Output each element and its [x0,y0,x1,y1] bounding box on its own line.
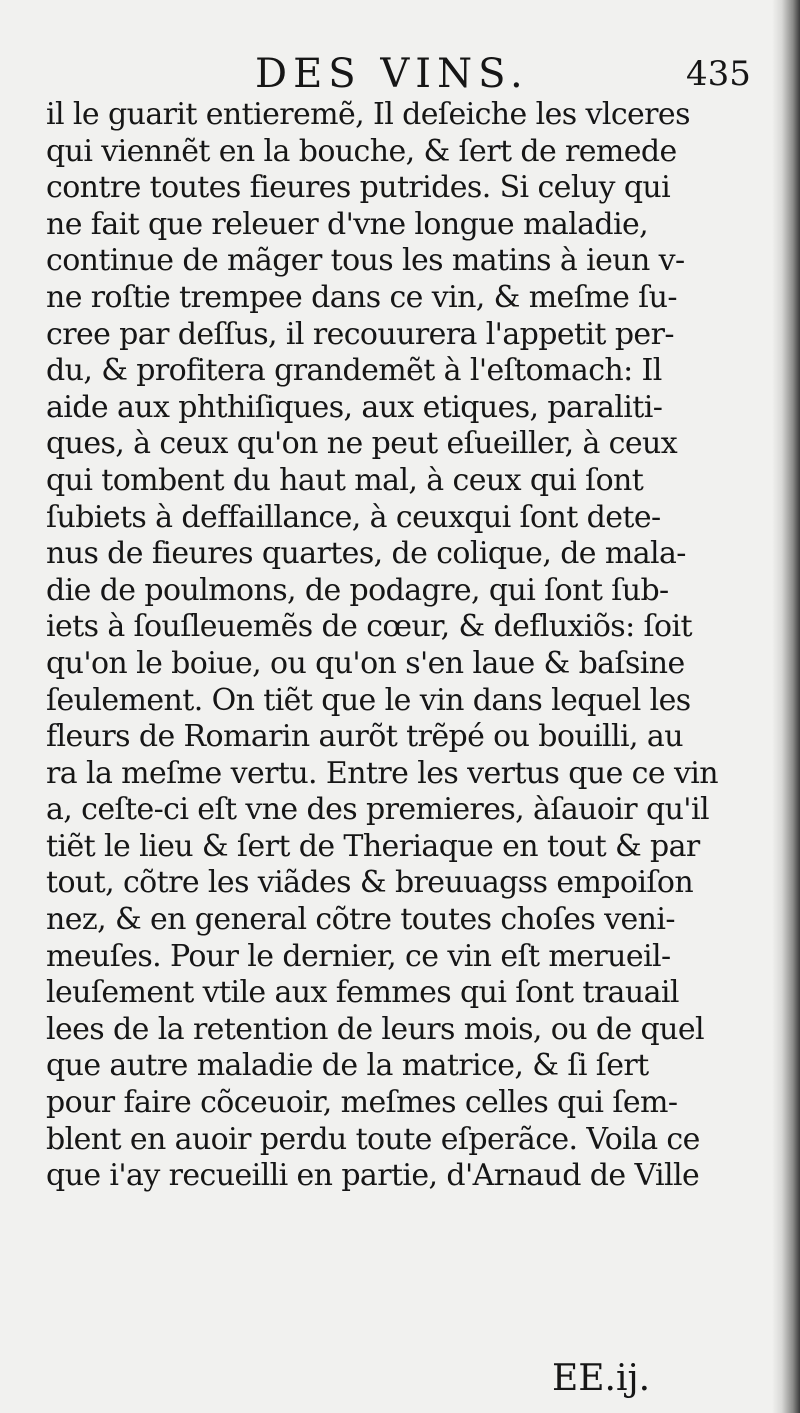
page-header [0,42,800,102]
text-line: nez, & en general cõtre toutes choſes veni- [46,902,675,938]
text-line: qu'on le boiue, ou qu'on s'en laue & baſsine [46,645,685,681]
body-text [46,97,776,1195]
text-line: contre toutes fieures putrides. Si celuy qui [46,170,671,206]
text-line: ne fait que releuer d'vne longue maladie, [46,206,649,242]
text-line: que i'ay recueilli en partie, d'Arnaud de Ville [46,1158,700,1194]
text-line: a, ceſte-ci eſt vne des premieres, àſauoir qu'il [46,792,709,828]
text-line: tiẽt le lieu & ſert de Theriaque en tout & par [46,828,700,864]
text-line: fleurs de Romarin aurõt trẽpé ou bouilli, au [46,719,683,755]
text-line: lees de la retention de leurs mois, ou de quel [46,1011,705,1047]
binding-edge [772,0,800,1413]
text-line: aide aux phthiſiques, aux etiques, paraliti- [46,389,663,425]
text-line: cree par deſſus, il recouurera l'appetit per- [46,316,674,352]
text-line: ne roſtie trempee dans ce vin, & meſme ſu- [46,279,677,315]
text-line: que autre maladie de la matrice, & ſi ſert [46,1048,649,1084]
running-title: DES VINS. [255,51,529,97]
text-line: tout, cõtre les viãdes & breuuagss empoiſon [46,865,694,901]
text-line: ſubiets à deffaillance, à ceuxqui ſont dete- [46,499,661,535]
text-line: blent en auoir perdu toute eſperãce. Voila ce [46,1121,700,1157]
text-line: qui tombent du haut mal, à ceux qui ſont [46,462,644,498]
text-line: ra la meſme vertu. Entre les vertus que ce vin [46,755,719,791]
text-line: iets à ſouſleuemẽs de cœur, & defluxiõs: ſoit [46,609,692,645]
text-line: pour faire cõceuoir, meſmes celles qui ſem- [46,1085,678,1121]
text-line: ſeulement. On tiẽt que le vin dans lequel les [46,682,691,718]
text-line: meuſes. Pour le dernier, ce vin eſt merueil- [46,938,671,974]
text-line: die de poulmons, de podagre, qui ſont ſub- [46,572,669,608]
signature-mark: EE.ij. [552,1358,651,1399]
text-line: qui viennẽt en la bouche, & ſert de remede [46,133,677,169]
text-line: continue de mãger tous les matins à ieun v- [46,243,685,279]
text-line: il le guarit entieremẽ, Il deſeiche les vlceres [46,97,690,132]
text-line: nus de fieures quartes, de colique, de mala- [46,536,686,572]
text-line: leuſement vtile aux femmes qui ſont trauail [46,975,679,1011]
text-line: du, & profitera grandemẽt à l'eſtomach: Il [46,353,662,389]
text-line: ques, à ceux qu'on ne peut eſueiller, à ceux [46,426,678,462]
page-number: 435 [686,54,751,94]
